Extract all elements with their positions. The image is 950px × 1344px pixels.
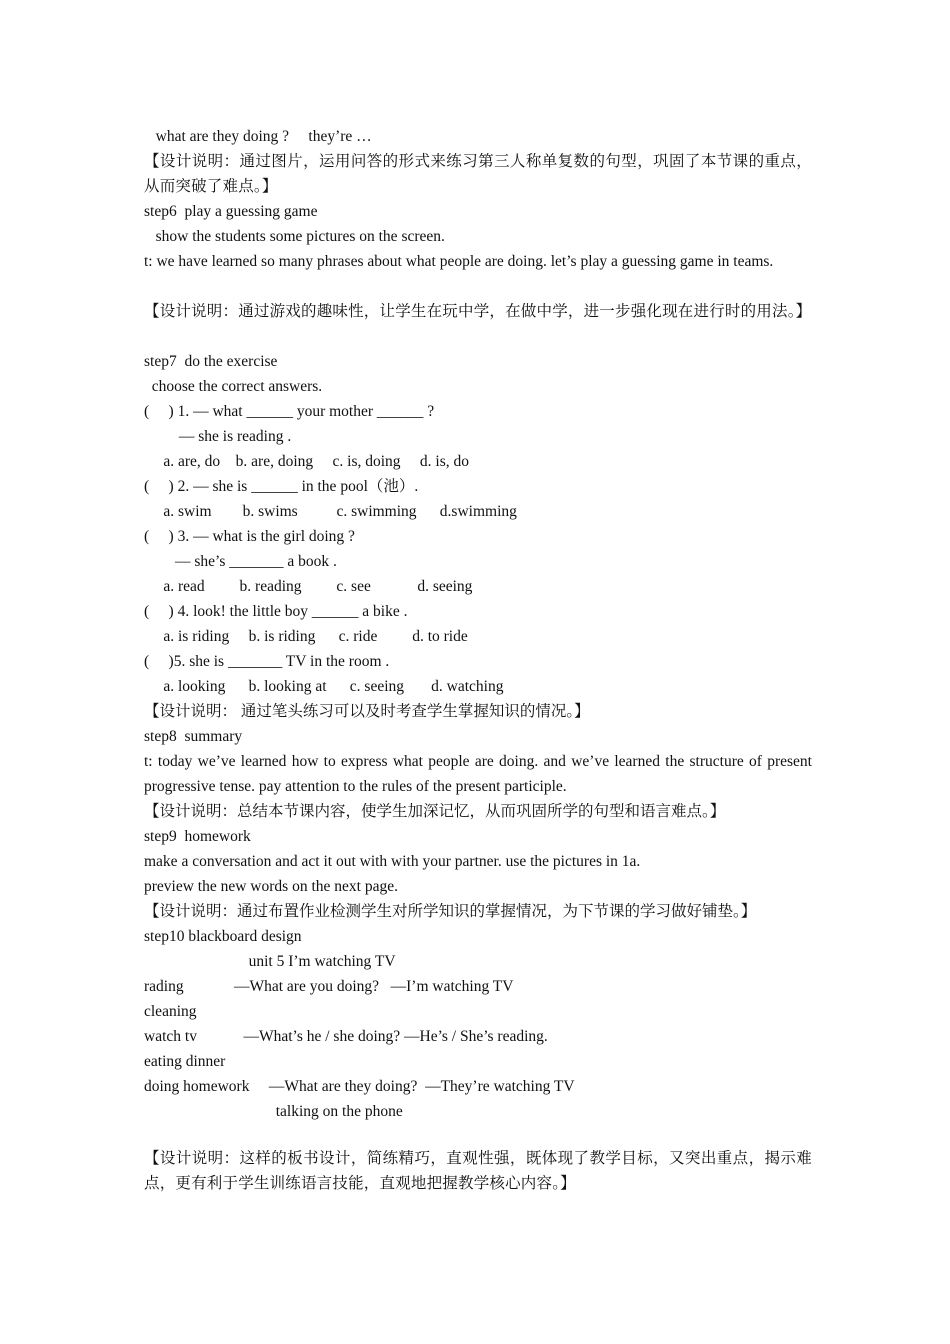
- step-heading: step7 do the exercise: [144, 353, 278, 370]
- text-line: preview the new words on the next page.: [144, 878, 398, 895]
- paragraph: t: we have learned so many phrases about what people are doing. let’s play a guessing game in teams.: [144, 253, 774, 270]
- blackboard-line: rading —What are you doing? —I’m watching TV: [144, 978, 514, 995]
- exercise-options: a. is riding b. is riding c. ride d. to ride: [144, 628, 468, 645]
- blackboard-line: eating dinner: [144, 1053, 226, 1070]
- blackboard-line: watch tv —What’s he / she doing? —He’s / She’s reading.: [144, 1028, 548, 1045]
- paragraph: t: today we’ve learned how to express what people are doing. and we’ve learned the structure of present progressive tense. pay attention to the rules of the present participle.: [144, 753, 812, 795]
- step-heading: step8 summary: [144, 728, 243, 745]
- design-note: 【设计说明： 通过笔头练习可以及时考查学生掌握知识的情况。】: [144, 703, 590, 720]
- blackboard-line: doing homework —What are they doing? —They’re watching TV: [144, 1078, 575, 1095]
- exercise-question: ( ) 1. — what ______ your mother ______ ?: [144, 403, 435, 420]
- exercise-question: ( ) 2. — she is ______ in the pool（池）.: [144, 478, 419, 495]
- design-note: 【设计说明：这样的板书设计，简练精巧，直观性强，既体现了教学目标，又突出重点，揭示难点，更有利于学生训练语言技能，直观地把握教学核心内容。】: [144, 1150, 812, 1192]
- exercise-question: ( ) 3. — what is the girl doing ?: [144, 528, 355, 545]
- blackboard-title: unit 5 I’m watching TV: [144, 953, 396, 970]
- text-line: choose the correct answers.: [144, 378, 323, 395]
- exercise-question: ( )5. she is _______ TV in the room .: [144, 653, 390, 670]
- exercise-options: a. swim b. swims c. swimming d.swimming: [144, 503, 517, 520]
- text-line: — she’s _______ a book .: [144, 553, 337, 570]
- design-note: 【设计说明：通过布置作业检测学生对所学知识的掌握情况，为下节课的学习做好铺垫。】: [144, 903, 757, 920]
- text-line: show the students some pictures on the screen.: [144, 228, 445, 245]
- text-line: make a conversation and act it out with with your partner. use the pictures in 1a.: [144, 853, 641, 870]
- blackboard-line: talking on the phone: [144, 1103, 403, 1120]
- text-line: what are they doing ? they’re …: [144, 128, 372, 145]
- step-heading: step9 homework: [144, 828, 251, 845]
- text-line: — she is reading .: [144, 428, 292, 445]
- exercise-options: a. looking b. looking at c. seeing d. watching: [144, 678, 504, 695]
- exercise-options: a. are, do b. are, doing c. is, doing d. is, do: [144, 453, 470, 470]
- exercise-options: a. read b. reading c. see d. seeing: [144, 578, 473, 595]
- design-note: 【设计说明：通过图片，运用问答的形式来练习第三人称单复数的句型，巩固了本节课的重点，从而突破了难点。】: [144, 153, 812, 195]
- exercise-question: ( ) 4. look! the little boy ______ a bike .: [144, 603, 408, 620]
- blackboard-line: cleaning: [144, 1003, 197, 1020]
- design-note: 【设计说明：通过游戏的趣味性，让学生在玩中学，在做中学，进一步强化现在进行时的用法。】: [144, 303, 812, 320]
- step-heading: step10 blackboard design: [144, 928, 302, 945]
- step-heading: step6 play a guessing game: [144, 203, 318, 220]
- design-note: 【设计说明：总结本节课内容，使学生加深记忆，从而巩固所学的句型和语言难点。】: [144, 803, 726, 820]
